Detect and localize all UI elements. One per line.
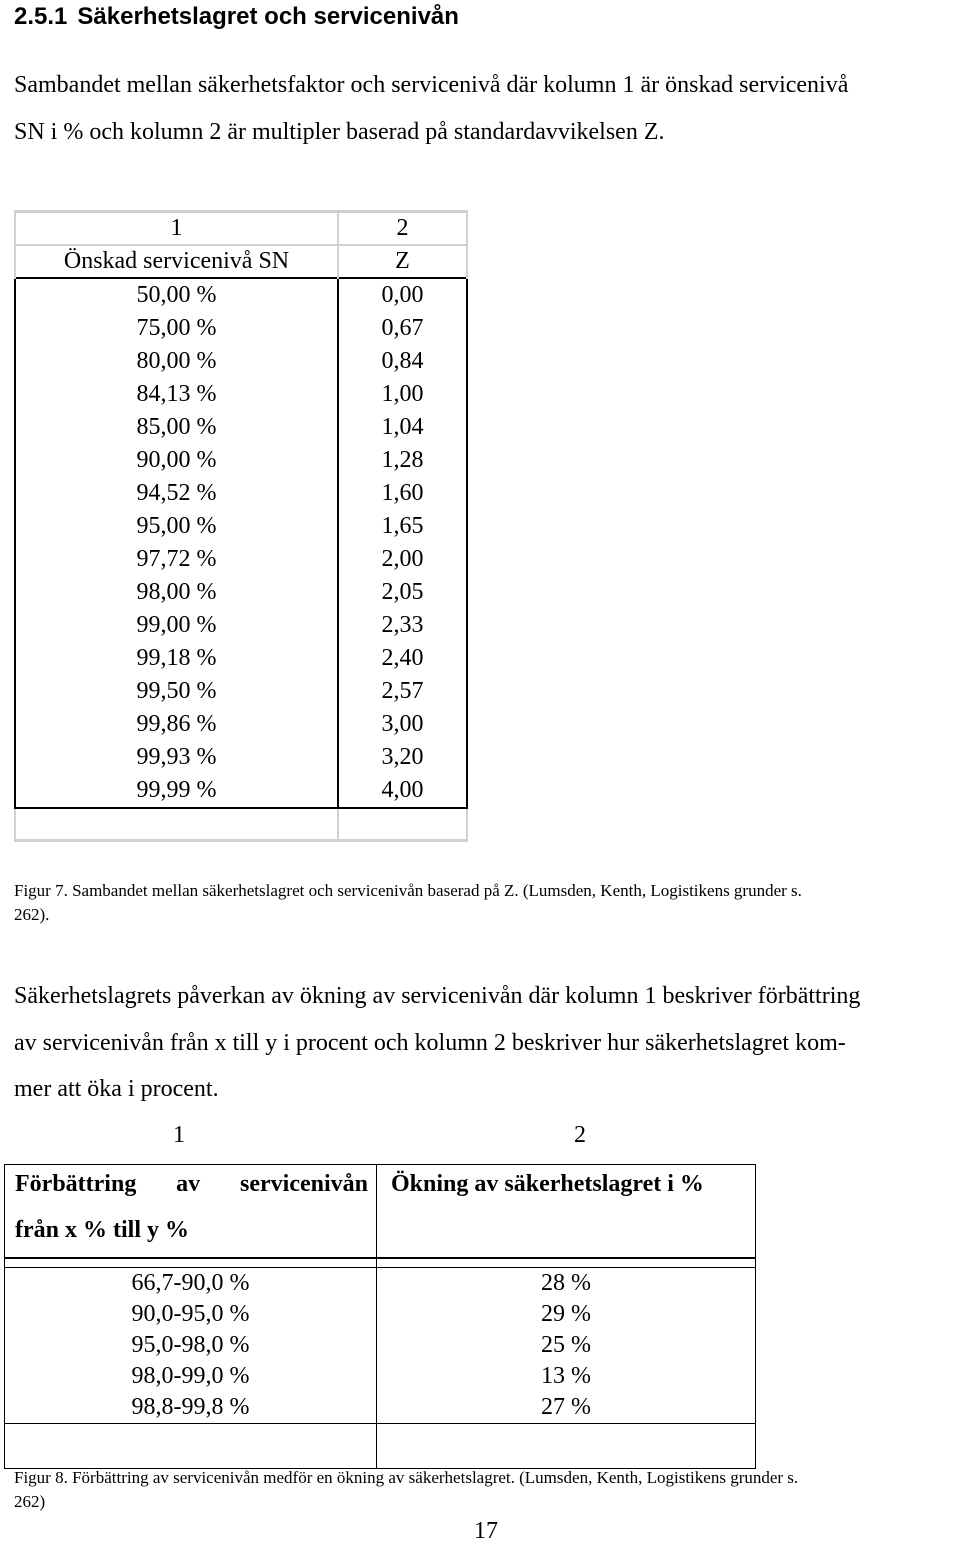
table-row bbox=[15, 576, 467, 609]
intro-line-1: Sambandet mellan säkerhetsfaktor och servicenivå där kolumn 1 är önskad servicenivå bbox=[14, 72, 849, 98]
table-row bbox=[15, 345, 467, 378]
table2-col1-number: 1 bbox=[173, 1122, 185, 1148]
table-row bbox=[15, 444, 467, 477]
figure8-caption-line-1: Figur 8. Förbättring av servicenivån medför en ökning av säkerhetslagret. (Lumsden, Kenth, Logistikens grunder s. bbox=[14, 1468, 799, 1487]
improvement-range-cell: 95,0-98,0 % bbox=[5, 1330, 377, 1361]
table-row bbox=[5, 1330, 756, 1361]
body2-line-1: Säkerhetslagrets påverkan av ökning av servicenivån där kolumn 1 beskriver förbättring bbox=[14, 983, 861, 1009]
section-heading bbox=[14, 2, 459, 32]
table2-col2-header bbox=[377, 1165, 756, 1259]
stock-increase-cell: 13 % bbox=[377, 1361, 756, 1392]
intro-line-2: SN i % och kolumn 2 är multipler baserad på standardavvikelsen Z. bbox=[14, 119, 665, 145]
table-row bbox=[15, 708, 467, 741]
table-row bbox=[15, 411, 467, 444]
table1-col1-header: Önskad servicenivå SN bbox=[15, 245, 338, 278]
body2-line-3: mer att öka i procent. bbox=[14, 1076, 219, 1102]
table2-col1-header-word-1: Förbättring bbox=[15, 1171, 137, 1197]
table2-empty-row bbox=[5, 1424, 756, 1469]
table2-col1-header bbox=[5, 1165, 377, 1259]
service-level-cell: 94,52 % bbox=[15, 477, 338, 510]
table-row bbox=[15, 543, 467, 576]
section-title: Säkerhetslagret och servicenivån bbox=[77, 3, 459, 30]
table-row bbox=[15, 675, 467, 708]
table-row bbox=[5, 1361, 756, 1392]
table-row bbox=[15, 642, 467, 675]
improvement-range-cell: 98,0-99,0 % bbox=[5, 1361, 377, 1392]
stock-increase-cell: 27 % bbox=[377, 1392, 756, 1424]
z-value-cell: 0,67 bbox=[338, 312, 467, 345]
z-value-cell: 1,28 bbox=[338, 444, 467, 477]
z-value-cell: 1,04 bbox=[338, 411, 467, 444]
service-level-cell: 95,00 % bbox=[15, 510, 338, 543]
table1-header-row bbox=[15, 245, 467, 278]
service-level-cell: 99,50 % bbox=[15, 675, 338, 708]
z-value-cell: 0,84 bbox=[338, 345, 467, 378]
table-row bbox=[15, 510, 467, 543]
table1-number-row bbox=[15, 212, 467, 246]
z-value-cell: 2,05 bbox=[338, 576, 467, 609]
service-level-z-table bbox=[14, 210, 468, 842]
page-number: 17 bbox=[474, 1518, 498, 1544]
table1-col2-header: Z bbox=[338, 245, 467, 278]
stock-increase-cell: 29 % bbox=[377, 1299, 756, 1330]
stock-increase-cell: 25 % bbox=[377, 1330, 756, 1361]
service-level-cell: 97,72 % bbox=[15, 543, 338, 576]
section-number: 2.5.1 bbox=[14, 3, 68, 30]
z-value-cell: 0,00 bbox=[338, 278, 467, 312]
table2-col1-header-line-2: från x % till y % bbox=[15, 1217, 189, 1243]
table-row bbox=[15, 774, 467, 808]
z-value-cell: 1,65 bbox=[338, 510, 467, 543]
z-value-cell: 3,20 bbox=[338, 741, 467, 774]
service-level-cell: 98,00 % bbox=[15, 576, 338, 609]
table-row bbox=[5, 1392, 756, 1424]
z-value-cell: 2,57 bbox=[338, 675, 467, 708]
service-level-cell: 75,00 % bbox=[15, 312, 338, 345]
z-value-cell: 2,00 bbox=[338, 543, 467, 576]
service-level-cell: 80,00 % bbox=[15, 345, 338, 378]
table-row bbox=[5, 1299, 756, 1330]
z-value-cell: 2,40 bbox=[338, 642, 467, 675]
figure7-caption-line-1: Figur 7. Sambandet mellan säkerhetslagret och servicenivån baserad på Z. (Lumsden, Kenth, Logistikens grunder s. bbox=[14, 881, 802, 900]
improvement-range-cell: 98,8-99,8 % bbox=[5, 1392, 377, 1424]
table1-col2-number: 2 bbox=[338, 212, 467, 246]
z-value-cell: 1,00 bbox=[338, 378, 467, 411]
z-value-cell: 4,00 bbox=[338, 774, 467, 808]
figure8-caption-line-2: 262) bbox=[14, 1492, 46, 1511]
stock-increase-cell: 28 % bbox=[377, 1268, 756, 1300]
service-level-cell: 50,00 % bbox=[15, 278, 338, 312]
table-row bbox=[5, 1268, 756, 1300]
service-level-cell: 99,00 % bbox=[15, 609, 338, 642]
table-row bbox=[15, 378, 467, 411]
table-row bbox=[15, 312, 467, 345]
table-row bbox=[15, 477, 467, 510]
service-improvement-table bbox=[4, 1164, 756, 1469]
service-level-cell: 99,18 % bbox=[15, 642, 338, 675]
table2-col1-header-word-3: servicenivån bbox=[240, 1171, 368, 1197]
improvement-range-cell: 66,7-90,0 % bbox=[5, 1268, 377, 1300]
table2-col2-header-text: Ökning av säkerhetslagret i % bbox=[391, 1171, 704, 1197]
z-value-cell: 1,60 bbox=[338, 477, 467, 510]
z-value-cell: 2,33 bbox=[338, 609, 467, 642]
table-row bbox=[15, 609, 467, 642]
table2-spacer-row bbox=[5, 1258, 756, 1268]
table2-header-row bbox=[5, 1165, 756, 1259]
service-level-cell: 90,00 % bbox=[15, 444, 338, 477]
service-level-cell: 84,13 % bbox=[15, 378, 338, 411]
table-row bbox=[15, 278, 467, 312]
z-value-cell: 3,00 bbox=[338, 708, 467, 741]
table-row bbox=[15, 741, 467, 774]
improvement-range-cell: 90,0-95,0 % bbox=[5, 1299, 377, 1330]
service-level-cell: 99,99 % bbox=[15, 774, 338, 808]
service-level-cell: 99,93 % bbox=[15, 741, 338, 774]
table2-col1-header-word-2: av bbox=[176, 1171, 201, 1197]
service-level-cell: 99,86 % bbox=[15, 708, 338, 741]
body2-line-2: av servicenivån från x till y i procent och kolumn 2 beskriver hur säkerhetslagret kom- bbox=[14, 1030, 846, 1056]
service-level-cell: 85,00 % bbox=[15, 411, 338, 444]
table2-col2-number: 2 bbox=[574, 1122, 586, 1148]
table1-empty-row bbox=[15, 808, 467, 841]
table1-col1-number: 1 bbox=[15, 212, 338, 246]
figure7-caption-line-2: 262). bbox=[14, 905, 50, 924]
